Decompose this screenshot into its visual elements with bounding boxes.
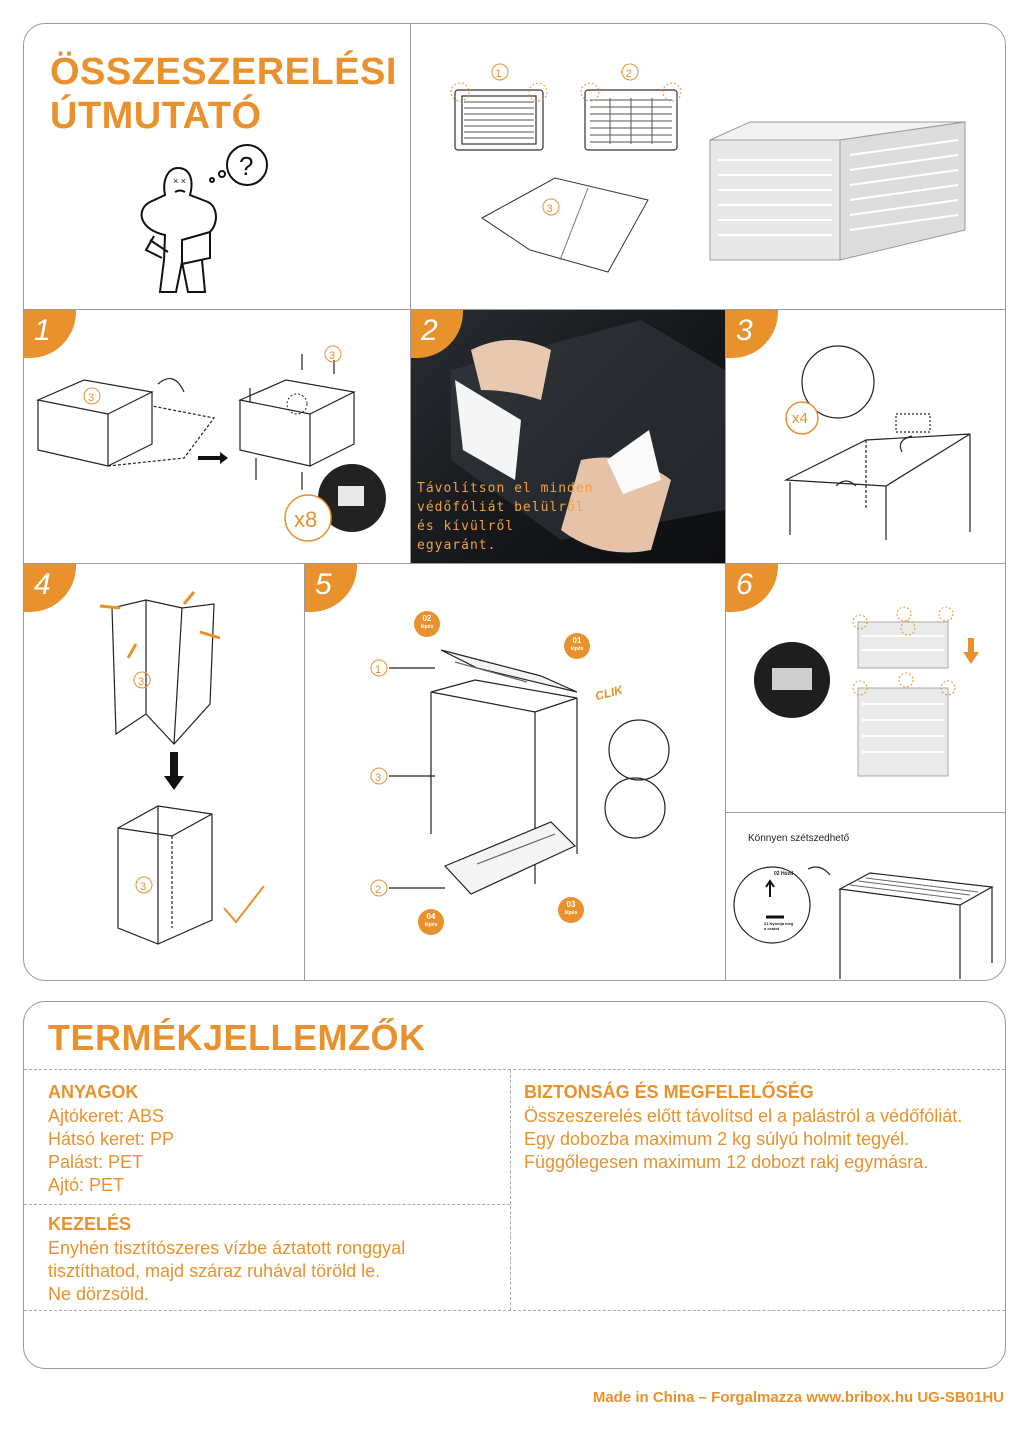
materials-line: Palást: PET — [48, 1152, 144, 1172]
svg-text:3: 3 — [546, 203, 553, 215]
step-6-cell — [726, 564, 1005, 812]
step-1-count: x8 — [294, 507, 318, 532]
svg-text:3: 3 — [375, 772, 382, 784]
svg-text:1: 1 — [495, 68, 502, 80]
svg-text:1: 1 — [375, 664, 382, 676]
parts-illustration — [420, 50, 1000, 290]
materials-line: Ajtókeret: ABS — [48, 1106, 165, 1126]
svg-text:?: ? — [239, 151, 254, 181]
care-line: Ne dörzsöld. — [48, 1284, 150, 1304]
step-1-cell — [24, 310, 410, 563]
safety-line: Összeszerelés előtt távolítsd el a palástról a védőfóliát. — [524, 1106, 963, 1126]
step-5-cell — [305, 564, 725, 980]
easy-disassembly-cell — [726, 813, 1005, 980]
care-heading: KEZELÉS — [48, 1214, 132, 1234]
badge-01: 01 lépés — [570, 636, 584, 652]
divider — [510, 1070, 511, 1310]
badge-04: 04 lépés — [424, 912, 438, 928]
features-title: TERMÉKJELLEMZŐK — [48, 1017, 426, 1058]
svg-text:2: 2 — [625, 68, 632, 80]
care-line: tisztíthatod, majd száraz ruhával töröld le. — [48, 1261, 381, 1281]
care-section — [48, 1214, 405, 1306]
materials-heading: ANYAGOK — [48, 1082, 139, 1102]
easy-step-pull: 02 Húzd — [774, 871, 794, 877]
title-line-2: ÚTMUTATÓ — [50, 95, 262, 137]
figure-illustration — [120, 140, 290, 300]
safety-section — [524, 1082, 962, 1174]
step-number: 4 — [24, 564, 76, 612]
divider — [24, 1069, 1005, 1070]
materials-section — [48, 1082, 174, 1197]
step-2-photo — [411, 310, 725, 563]
easy-step-press: 01 Nyomja meg a csatot — [764, 921, 794, 931]
step-3-count: x4 — [792, 410, 808, 427]
materials-line: Ajtó: PET — [48, 1175, 125, 1195]
step-2-caption: Távolítson el minden védőfóliát belülről és kívülről egyaránt. — [417, 481, 594, 553]
badge-02: 02 lépés — [420, 614, 434, 630]
step-number: 3 — [726, 310, 778, 358]
click-label: CLIK — [593, 682, 625, 704]
easy-title: Könnyen szétszedhető — [748, 833, 850, 844]
care-line: Enyhén tisztítószeres vízbe áztatott ronggyal — [48, 1238, 406, 1258]
step-1-illustration — [24, 340, 410, 560]
step-4-illustration — [24, 564, 304, 980]
badge-03: 03 lépés — [564, 900, 578, 916]
step-3-cell — [726, 310, 1005, 563]
svg-text:3: 3 — [329, 350, 336, 362]
page-title — [50, 50, 397, 138]
step-number: 1 — [24, 310, 76, 358]
divider — [24, 1204, 510, 1205]
safety-line: Függőlegesen maximum 12 dobozt rakj egymásra. — [524, 1152, 929, 1172]
svg-text:3: 3 — [138, 676, 145, 688]
title-line-1: ÖSSZESZERELÉSI — [50, 51, 397, 93]
easy-illustration — [726, 813, 1005, 980]
safety-heading: BIZTONSÁG ÉS MEGFELELŐSÉG — [524, 1082, 814, 1102]
step-number: 2 — [411, 310, 463, 358]
step-number: 6 — [726, 564, 778, 612]
svg-text:3: 3 — [88, 392, 95, 404]
svg-text:3: 3 — [140, 881, 147, 893]
footer-text: Made in China – Forgalmazza www.bribox.hu UG-SB01HU — [592, 1389, 1004, 1406]
step-4-cell — [24, 564, 304, 980]
step-5-illustration — [305, 564, 725, 980]
step-6-illustration — [726, 564, 1005, 812]
svg-text:× ×: × × — [173, 176, 187, 186]
step-3-illustration — [726, 310, 1005, 563]
materials-line: Hátsó keret: PP — [48, 1129, 175, 1149]
svg-text:2: 2 — [375, 884, 382, 896]
safety-line: Egy dobozba maximum 2 kg súlyú holmit tegyél. — [524, 1129, 910, 1149]
divider — [24, 1310, 1005, 1311]
step-number: 5 — [305, 564, 357, 612]
